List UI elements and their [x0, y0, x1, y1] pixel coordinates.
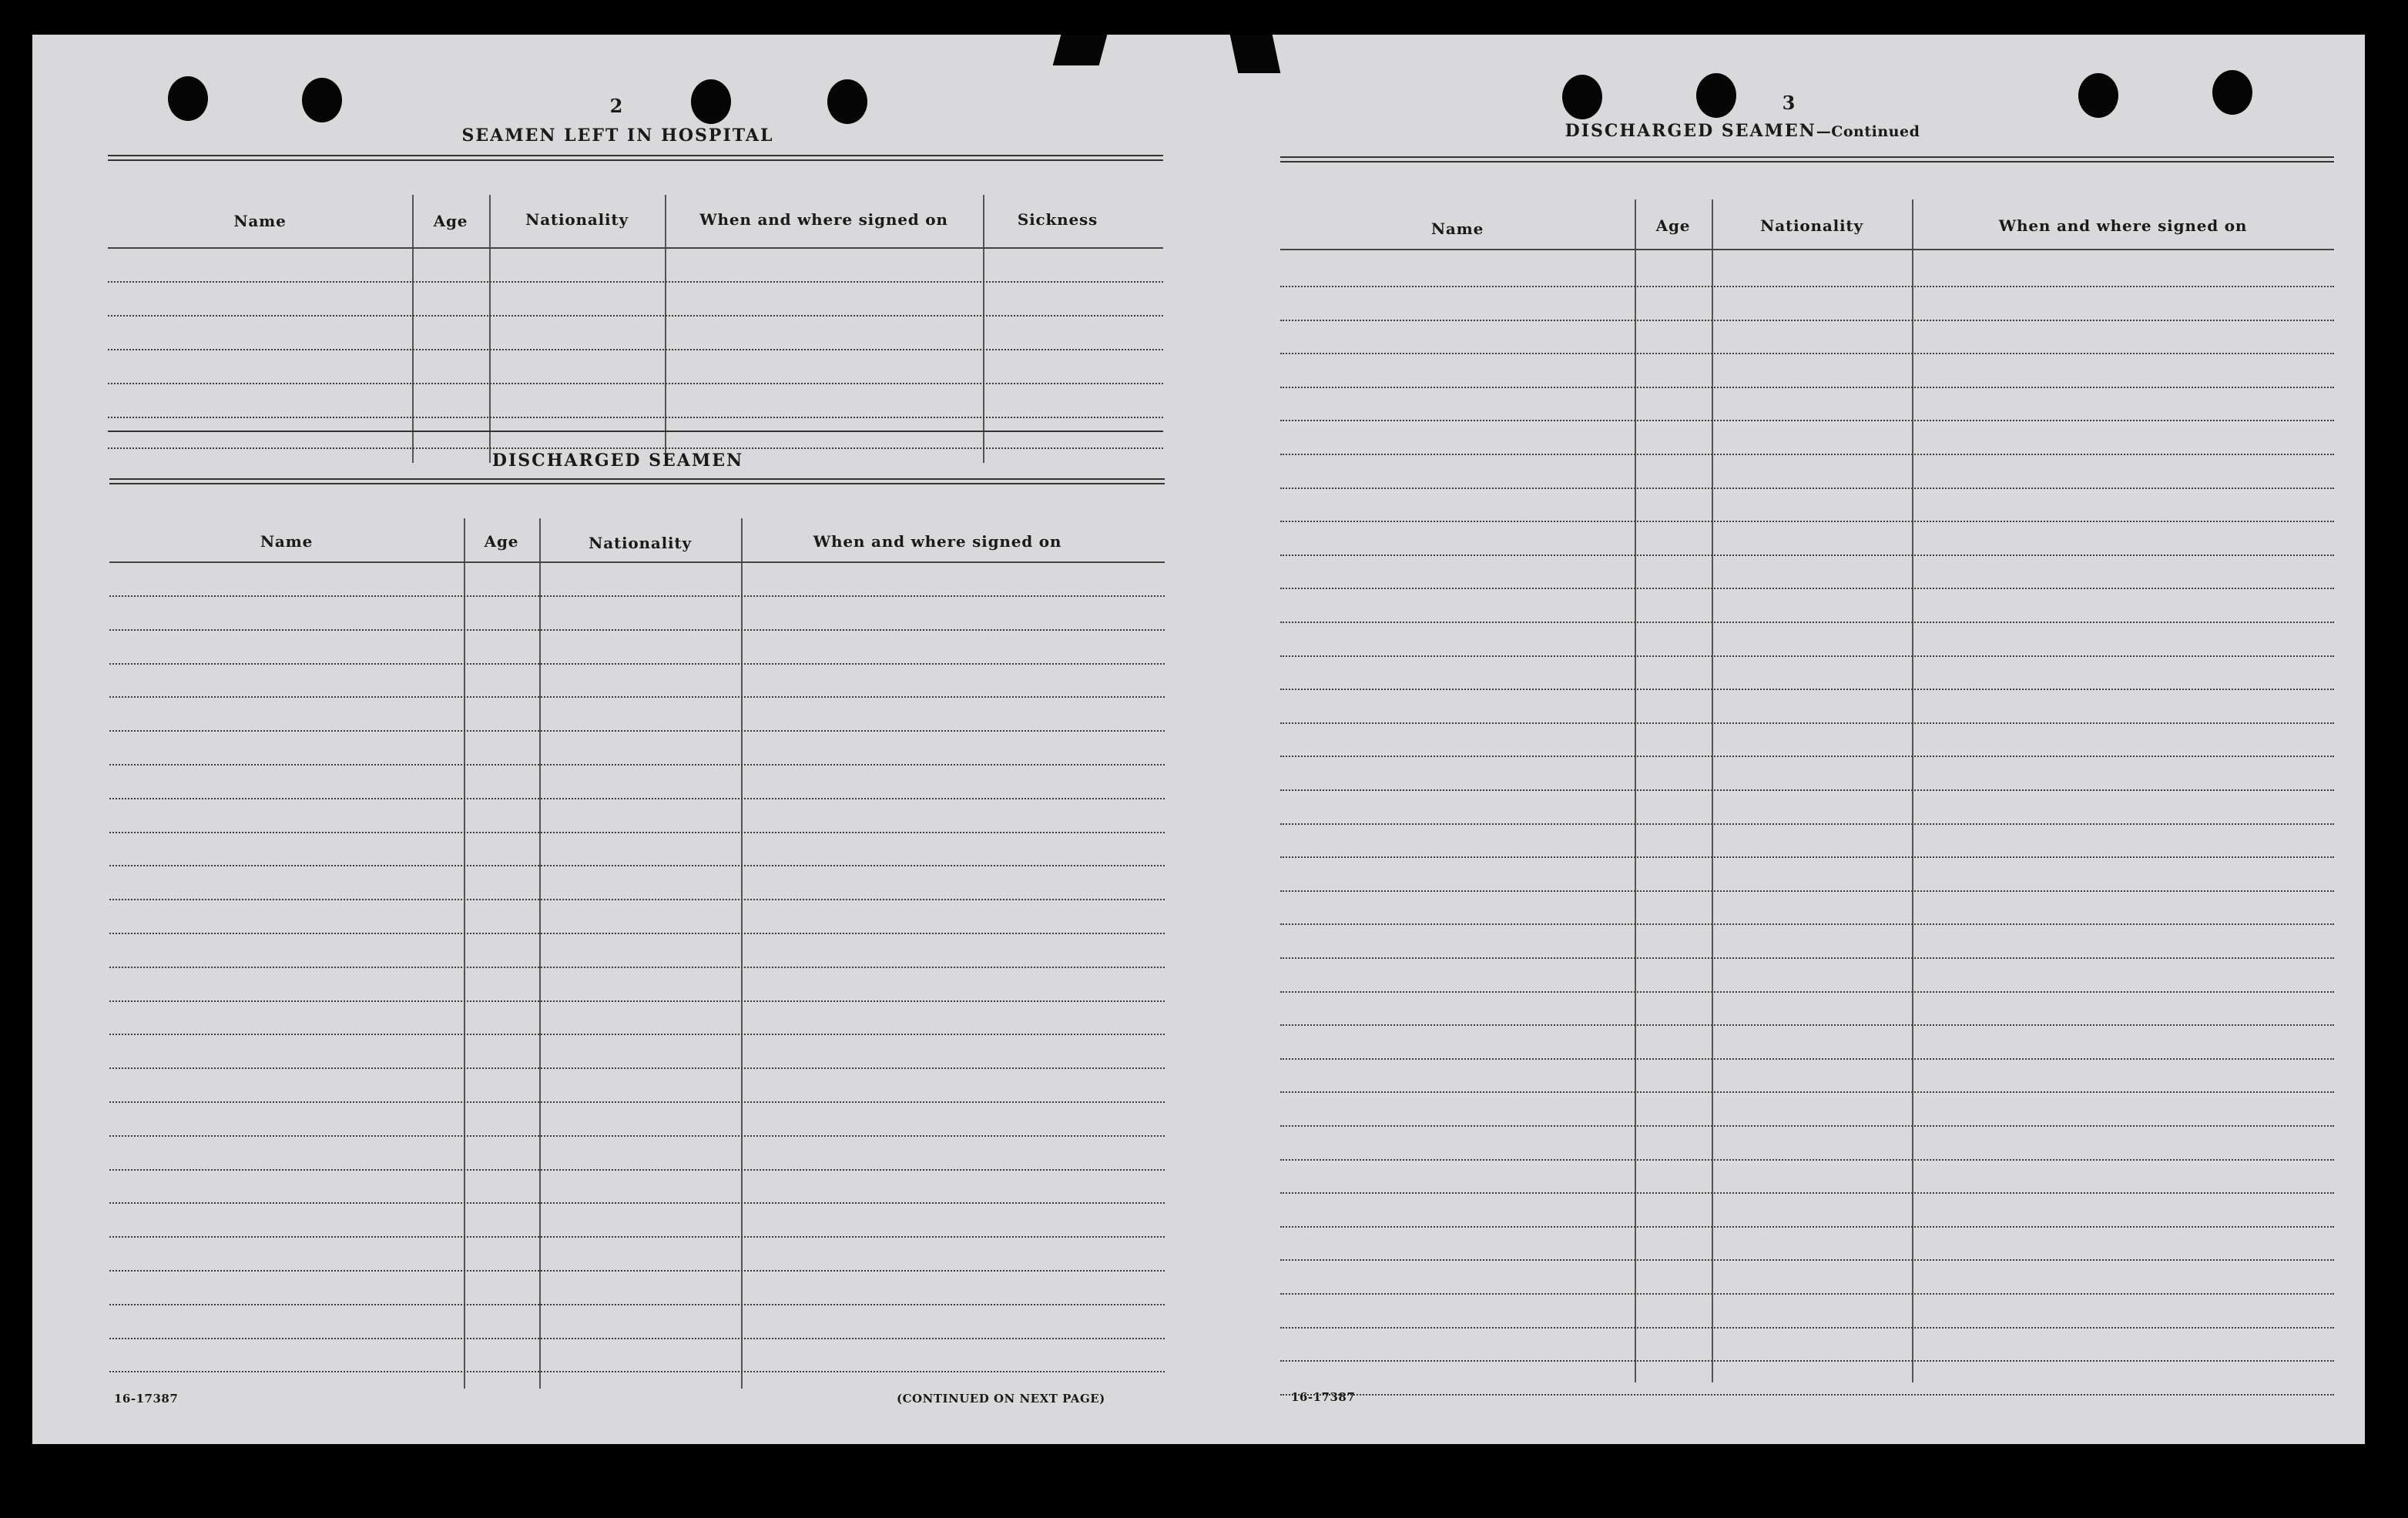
table-row-line: [109, 832, 1165, 833]
form-number-right: 16-17387: [1291, 1390, 1356, 1404]
table-row-line: [1280, 923, 2334, 925]
table-row-line: [1280, 286, 2334, 287]
form-number-left: 16-17387: [114, 1392, 179, 1406]
punch-hole: [2212, 70, 2252, 115]
table-row-line: [1280, 1058, 2334, 1060]
column-divider: [741, 518, 743, 1389]
discharged-title-right: [1542, 121, 1943, 141]
punch-hole: [1562, 75, 1602, 119]
table-row-line: [1280, 1394, 2334, 1396]
col-header-age: Age: [433, 212, 468, 230]
table-row-line: [1280, 1360, 2334, 1362]
table-row-line: [1280, 1192, 2334, 1194]
torn-edge-mark: [1230, 35, 1281, 73]
continued-suffix: —Continued: [1816, 123, 1920, 140]
table-row-line: [109, 967, 1165, 968]
table-row-line: [109, 1371, 1165, 1372]
table-row-line: [1280, 890, 2334, 892]
table-row-line: [1280, 387, 2334, 388]
table-row-line: [1280, 555, 2334, 556]
table-row-line: [1280, 789, 2334, 791]
continued-note: (CONTINUED ON NEXT PAGE): [897, 1392, 1105, 1406]
col-header-when-where: When and where signed on: [1998, 216, 2248, 235]
discharged-title-right-text: DISCHARGED SEAMEN: [1565, 121, 1816, 141]
table-row-line: [1280, 957, 2334, 959]
table-row-line: [1280, 756, 2334, 757]
table-row-line: [1280, 655, 2334, 657]
discharged-table-left: [109, 488, 1165, 1389]
table-row-line: [1280, 856, 2334, 858]
table-row-line: [109, 663, 1165, 665]
table-row-line: [109, 1270, 1165, 1272]
table-row-line: [109, 1067, 1165, 1069]
table-row-line: [109, 1000, 1165, 1002]
form-sheet: [32, 35, 2365, 1444]
table-row-line: [108, 349, 1163, 350]
table-row-line: [109, 1236, 1165, 1238]
table-row-line: [1280, 622, 2334, 623]
hospital-top-rule: [108, 155, 1163, 161]
table-row-line: [109, 899, 1165, 900]
table-row-line: [1280, 823, 2334, 825]
header-underline: [109, 561, 1165, 563]
hospital-bottom-rule: [108, 431, 1163, 432]
col-header-nationality: Nationality: [589, 534, 692, 552]
col-header-name: Name: [260, 532, 314, 551]
column-divider: [665, 195, 666, 463]
col-header-when-where: When and where signed on: [699, 210, 948, 229]
table-row-line: [1280, 521, 2334, 522]
column-divider: [983, 195, 984, 463]
col-header-age: Age: [1655, 216, 1691, 235]
page-number-right: 3: [1782, 92, 1796, 114]
column-divider: [1635, 199, 1636, 1382]
table-row-line: [1280, 991, 2334, 993]
col-header-when-where: When and where signed on: [813, 532, 1062, 551]
table-row-line: [109, 696, 1165, 698]
table-row-line: [109, 1304, 1165, 1305]
hospital-table: [108, 164, 1163, 463]
table-row-line: [109, 1202, 1165, 1204]
table-row-line: [109, 798, 1165, 799]
column-divider: [464, 518, 465, 1389]
table-row-line: [1280, 1125, 2334, 1127]
col-header-nationality: Nationality: [1760, 216, 1863, 235]
discharged-top-rule: [109, 478, 1165, 484]
punch-hole: [1696, 73, 1736, 118]
table-row-line: [1280, 1091, 2334, 1093]
punch-hole: [691, 79, 731, 124]
discharged-title-left: DISCHARGED SEAMEN: [491, 451, 744, 471]
table-row-line: [108, 417, 1163, 418]
column-divider: [1912, 199, 1913, 1382]
table-row-line: [1280, 353, 2334, 354]
column-divider: [412, 195, 414, 463]
table-row-line: [108, 281, 1163, 283]
table-row-line: [109, 933, 1165, 934]
table-row-line: [108, 315, 1163, 317]
table-row-line: [109, 629, 1165, 631]
col-header-sickness: Sickness: [1017, 210, 1098, 229]
discharged-right-top-rule: [1280, 156, 2334, 163]
table-row-line: [1280, 1024, 2334, 1026]
punch-hole: [168, 76, 208, 121]
table-row-line: [1280, 588, 2334, 589]
col-header-nationality: Nationality: [525, 210, 629, 229]
punch-hole: [827, 79, 867, 124]
col-header-age: Age: [484, 532, 519, 551]
column-divider: [1712, 199, 1713, 1382]
table-row-line: [109, 1034, 1165, 1035]
table-row-line: [1280, 1226, 2334, 1228]
table-row-line: [109, 595, 1165, 597]
table-row-line: [1280, 488, 2334, 489]
page-number-left: 2: [609, 95, 623, 117]
table-row-line: [1280, 1159, 2334, 1161]
table-row-line: [109, 764, 1165, 766]
torn-edge-mark: [1053, 35, 1108, 65]
table-row-line: [1280, 722, 2334, 724]
col-header-name: Name: [1430, 219, 1484, 238]
table-row-line: [109, 1338, 1165, 1339]
table-row-line: [108, 447, 1163, 449]
header-underline: [108, 247, 1163, 249]
table-row-line: [1280, 454, 2334, 455]
punch-hole: [2078, 73, 2118, 118]
table-row-line: [108, 383, 1163, 384]
table-row-line: [109, 1101, 1165, 1103]
discharged-table-right: [1280, 166, 2334, 1382]
punch-hole: [302, 78, 342, 122]
header-underline: [1280, 249, 2334, 250]
table-row-line: [1280, 1293, 2334, 1295]
table-row-line: [1280, 1259, 2334, 1261]
table-row-line: [1280, 420, 2334, 421]
table-row-line: [1280, 689, 2334, 690]
table-row-line: [109, 730, 1165, 732]
hospital-title: SEAMEN LEFT IN HOSPITAL: [461, 126, 774, 146]
table-row-line: [1280, 1327, 2334, 1329]
table-row-line: [109, 865, 1165, 866]
column-divider: [539, 518, 541, 1389]
col-header-name: Name: [233, 212, 287, 230]
table-row-line: [109, 1135, 1165, 1137]
column-divider: [489, 195, 491, 463]
table-row-line: [1280, 320, 2334, 321]
table-row-line: [109, 1169, 1165, 1171]
